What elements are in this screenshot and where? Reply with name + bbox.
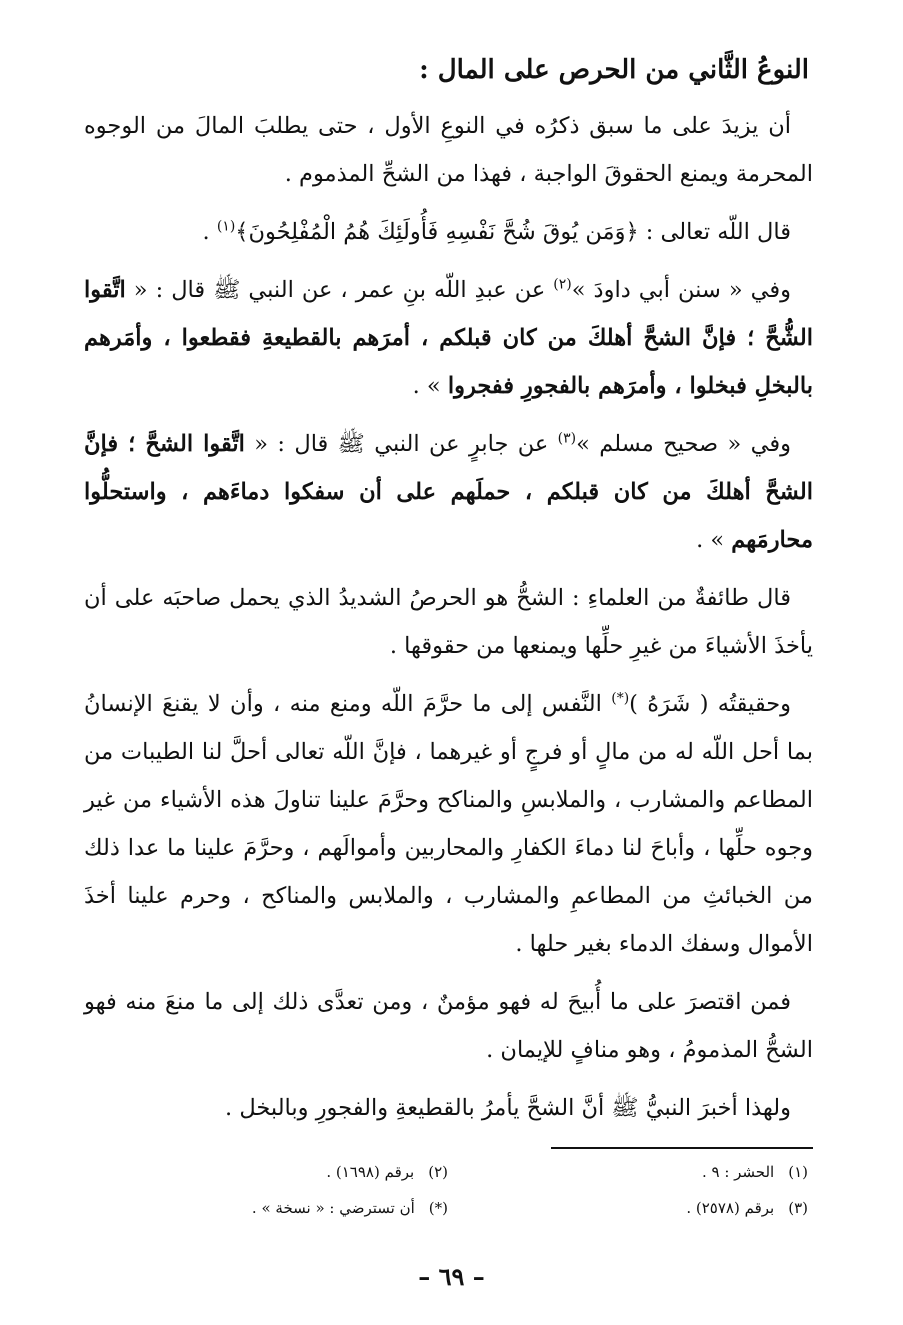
paragraph-3-end: » . <box>412 373 448 399</box>
hadith-text-2: اتَّقوا الشحَّ ؛ فإنَّ الشحَّ أهلكَ من كان قبلكم ، حملَهم على أن سفكوا دماءَهم ، واستحلُّوا محارمَهم <box>84 431 813 553</box>
footnotes <box>88 1158 808 1222</box>
footnote-text: الحشر : ٩ . <box>701 1163 775 1181</box>
footnote-text: أن تسترضي : « نسخة » . <box>251 1199 415 1217</box>
footnote-ref-2: (٢) <box>553 276 572 293</box>
footnote-ref-star: (*) <box>611 690 630 707</box>
footnote-text: برقم (٢٥٧٨) . <box>686 1199 775 1217</box>
paragraph-3-intro: وفي « سنن أبي داودَ » <box>571 277 791 303</box>
footnote-text: برقم (١٦٩٨) . <box>326 1163 415 1181</box>
footnote-2 <box>88 1158 448 1186</box>
footnote-number: (٢) <box>428 1163 448 1181</box>
paragraph-1: أن يزيدَ على ما سبق ذكرُه في النوعِ الأول ، حتى يطلبَ المالَ من الوجوه المحرمة ويمنع الحقوقَ الواجبة ، فهذا من الشحِّ المذموم . <box>84 113 813 187</box>
paragraph-6-body: النَّفس إلى ما حرَّمَ اللّه ومنع منه ، وأن لا يقنعَ الإنسانُ بما أحل اللّه له من مالٍ أو فرجٍ أو غيرهما ، فإنَّ اللّه تعالى أحلَّ لنا الطيبات من المطاعم والمشارب ، والملابسِ والمناكح وحرَّمَ علينا تناولَ هذه الأشياء من غير وجوه حلِّها ، وأباحَ لنا دماءَ الكفارِ والمحاربين وأموالَهم ، وحرَّمَ علينا ما عدا ذلك من الخبائثِ من المطاعمِ والمشارب ، والملابس والمناكح ، وحرم علينا أخذَ الأموال وسفك الدماء بغير حلها . <box>84 691 813 957</box>
paragraph-6 <box>84 680 813 968</box>
page-number: – ٦٩ – <box>418 1262 485 1291</box>
paragraph-8: ولهذا أخبرَ النبيُّ ﷺ أنَّ الشحَّ يأمرُ بالقطيعةِ والفجورِ وبالبخل . <box>225 1095 791 1121</box>
footnote-1 <box>448 1158 808 1186</box>
paragraph-2-quran-verse <box>84 208 813 256</box>
footnote-ref-1: (١) <box>216 218 236 235</box>
paragraph-3-narration: عن عبدِ اللّه بنِ عمر ، عن النبي ﷺ قال : « <box>125 277 554 303</box>
hadith-text-1: اتَّقوا الشُّحَّ ؛ فإنَّ الشحَّ أهلكَ من كان قبلكم ، أمرَهم بالقطيعةِ فقطعوا ، وأمَرهم بالبخلِ فبخلوا ، وأمرَهم بالفجورِ ففجروا <box>84 277 813 399</box>
footnote-number: (*) <box>428 1199 448 1217</box>
paragraph-4-end: » . <box>696 527 732 553</box>
paragraph-3-abu-dawud-hadith <box>84 266 813 410</box>
footnote-star <box>88 1194 448 1222</box>
footnote-divider <box>551 1147 813 1149</box>
section-heading: النوعُ الثَّاني من الحرص على المال : <box>419 55 809 85</box>
paragraph-4-muslim-hadith <box>84 420 813 564</box>
paragraph-2-end: . <box>202 219 217 245</box>
paragraph-6-intro: وحقيقتُه ( شَرَهُ ) <box>629 691 791 717</box>
footnote-3 <box>448 1194 808 1222</box>
paragraph-5: قال طائفةٌ من العلماءِ : الشحُّ هو الحرصُ الشديدُ الذي يحمل صاحبَه على أن يأخذَ الأشياءَ من غيرِ حلِّها ويمنعها من حقوقها . <box>84 585 813 659</box>
footnote-ref-3: (٣) <box>557 430 577 447</box>
verse-text: قال اللّه تعالى : ﴿وَمَن يُوقَ شُحَّ نَفْسِهِ فَأُولَئِكَ هُمُ الْمُفْلِحُونَ﴾ <box>235 219 791 245</box>
paragraph-4-narration: عن جابرٍ عن النبي ﷺ قال : « <box>244 431 558 457</box>
paragraph-4-intro: وفي « صحيح مسلم » <box>576 431 791 457</box>
paragraph-7: فمن اقتصرَ على ما أُبيحَ له فهو مؤمنٌ ، ومن تعدَّى ذلك إلى ما منعَ منه فهو الشحُّ المذمومُ ، وهو منافٍ للإيمان . <box>84 989 813 1063</box>
footnote-number: (١) <box>788 1163 808 1181</box>
footnote-number: (٣) <box>788 1199 808 1217</box>
